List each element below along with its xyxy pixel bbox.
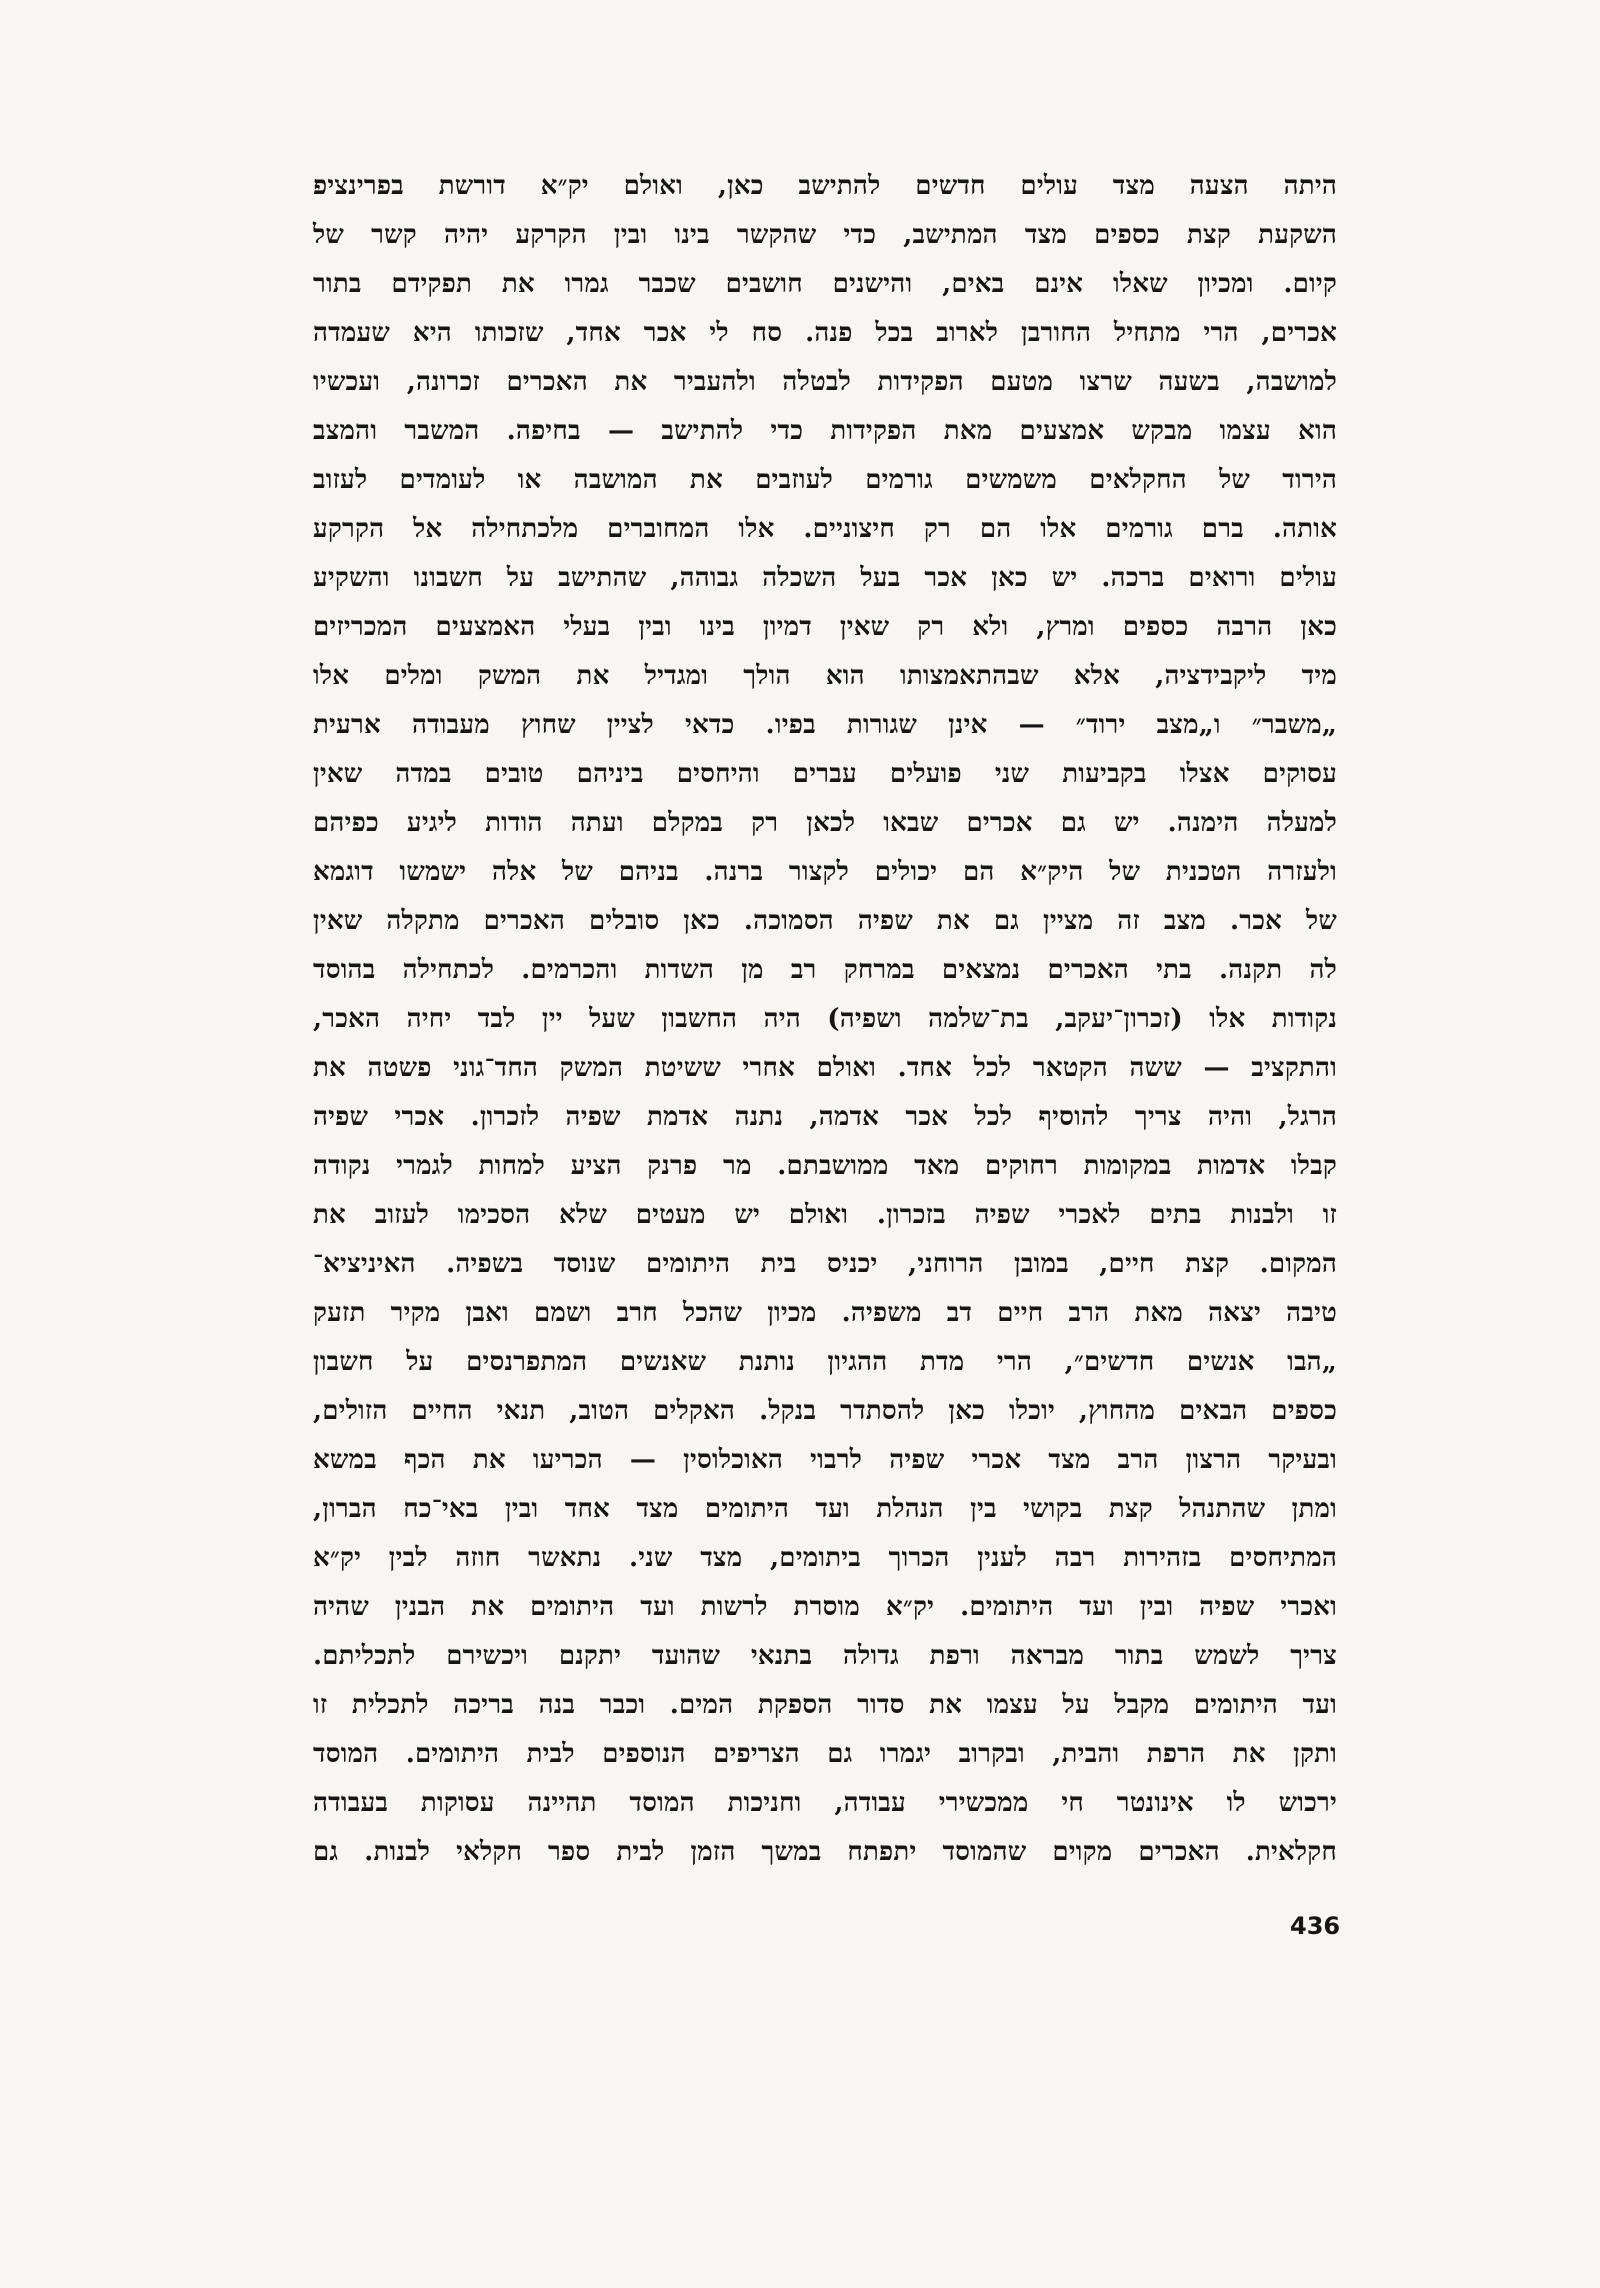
- text-line-20: הרגל, והיה צריך להוסיף לכל אכר אדמה, נתנה אדמת שפיה לזכרון. אכרי שפיה: [313, 1102, 1337, 1132]
- text-line-03: קיום. ומכיון שאלו אינם באים, והישנים חושבים שכבר גמרו את תפקידם בתור: [313, 269, 1337, 299]
- text-line-07: הירוד של החקלאים משמשים גורמים לעוזבים את המושבה או לעומדים לעזוב: [313, 465, 1337, 495]
- text-line-14: למעלה הימנה. יש גם אכרים שבאו לכאן רק במקלם ועתה הודות ליגיע כפיהם: [313, 808, 1337, 838]
- text-line-33: ותקן את הרפת והבית, ובקרוב יגמרו גם הצריפים הנוספים לבית היתומים. המוסד: [313, 1739, 1337, 1769]
- text-line-11: מיד ליקבידציה, אלא שבהתאמצותו הוא הולך ומגדיל את המשק ומלים אלו: [313, 661, 1337, 691]
- text-line-05: למושבה, בשעה שרצו מטעם הפקידות לבטלה ולהעביר את האכרים זכרונה, ועכשיו: [313, 367, 1337, 397]
- page-number: 436: [1290, 1912, 1341, 1940]
- text-line-29: המתיחסים בזהירות רבה לענין הכרוך ביתומים, מצד שני. נתאשר חוזה לבין יק״א: [313, 1543, 1337, 1573]
- text-line-18: נקודות אלו (זכרון־יעקב, בת־שלמה ושפיה) היה החשבון שעל יין לבד יחיה האכר,: [313, 1004, 1337, 1034]
- text-line-30: ואכרי שפיה ובין ועד היתומים. יק״א מוסרת לרשות ועד היתומים את הבנין שהיה: [313, 1592, 1337, 1622]
- text-line-06: הוא עצמו מבקש אמצעים מאת הפקידות כדי להתישב — בחיפה. המשבר והמצב: [313, 416, 1337, 446]
- text-line-27: ובעיקר הרצון הרב מצד אכרי שפיה לרבוי האוכלוסין — הכריעו את הכף במשא: [313, 1445, 1337, 1475]
- text-line-24: טיבה יצאה מאת הרב חיים דב משפיה. מכיון שהכל חרב ושמם ואבן מקיר תזעק: [313, 1298, 1337, 1328]
- text-line-25: „הבו אנשים חדשים״, הרי מדת ההגיון נותנת שאנשים המתפרנסים על חשבון: [313, 1347, 1337, 1377]
- text-line-01: היתה הצעה מצד עולים חדשים להתישב כאן, ואולם יק״א דורשת בפרינציפ: [313, 171, 1337, 201]
- text-line-10: כאן הרבה כספים ומרץ, ולא רק שאין דמיון בינו ובין בעלי האמצעים המכריזים: [313, 612, 1337, 642]
- text-line-08: אותה. ברם גורמים אלו הם רק חיצוניים. אלו המחוברים מלכתחילה אל הקרקע: [313, 514, 1337, 544]
- text-line-22: זו ולבנות בתים לאכרי שפיה בזכרון. ואולם יש מעטים שלא הסכימו לעזוב את: [313, 1200, 1337, 1230]
- text-line-12: „משבר״ ו„מצב ירוד״ — אינן שגורות בפיו. כדאי לציין שחוץ מעבודה ארעית: [313, 710, 1337, 740]
- text-line-13: עסוקים אצלו בקביעות שני פועלים עברים והיחסים ביניהם טובים במדה שאין: [313, 759, 1337, 789]
- text-line-21: קבלו אדמות במקומות רחוקים מאד ממושבתם. מר פרנק הציע למחות לגמרי נקודה: [313, 1151, 1337, 1181]
- text-line-23: המקום. קצת חיים, במובן הרוחני, יכניס בית היתומים שנוסד בשפיה. האיניציא־: [313, 1249, 1337, 1279]
- text-line-34: ירכוש לו אינונטר חי ממכשירי עבודה, וחניכות המוסד תהיינה עסוקות בעבודה: [313, 1788, 1337, 1818]
- text-line-31: צריך לשמש בתור מבראה ורפת גדולה בתנאי שהועד יתקנם ויכשירם לתכליתם.: [313, 1641, 1337, 1671]
- text-line-09: עולים ורואים ברכה. יש כאן אכר בעל השכלה גבוהה, שהתישב על חשבונו והשקיע: [313, 563, 1337, 593]
- hebrew-text-block: [313, 164, 1337, 1884]
- text-line-02: השקעת קצת כספים מצד המתישב, כדי שהקשר בינו ובין הקרקע יהיה קשר של: [313, 220, 1337, 250]
- text-line-32: ועד היתומים מקבל על עצמו את סדור הספקת המים. וכבר בנה בריכה לתכלית זו: [313, 1690, 1337, 1720]
- text-line-19: והתקציב — ששה הקטאר לכל אחד. ואולם אחרי ששיטת המשק החד־גוני פשטה את: [313, 1053, 1337, 1083]
- text-line-28: ומתן שהתנהל קצת בקושי בין הנהלת ועד היתומים מצד אחד ובין באי־כח הברון,: [313, 1494, 1337, 1524]
- text-line-15: ולעזרה הטכנית של היק״א הם יכולים לקצור ברנה. בניהם של אלה ישמשו דוגמא: [313, 857, 1337, 887]
- text-line-16: של אכר. מצב זה מציין גם את שפיה הסמוכה. כאן סובלים האכרים מתקלה שאין: [313, 906, 1337, 936]
- text-line-26: כספים הבאים מהחוץ, יוכלו כאן להסתדר בנקל. האקלים הטוב, תנאי החיים הזולים,: [313, 1396, 1337, 1426]
- text-line-35: חקלאית. האכרים מקוים שהמוסד יתפתח במשך הזמן לבית ספר חקלאי לבנות. גם: [313, 1837, 1337, 1867]
- text-line-04: אכרים, הרי מתחיל החורבן לארוב בכל פנה. סח לי אכר אחד, שזכותו היא שעמדה: [313, 318, 1337, 348]
- text-line-17: לה תקנה. בתי האכרים נמצאים במרחק רב מן השדות והכרמים. לכתחילה בהוסד: [313, 955, 1337, 985]
